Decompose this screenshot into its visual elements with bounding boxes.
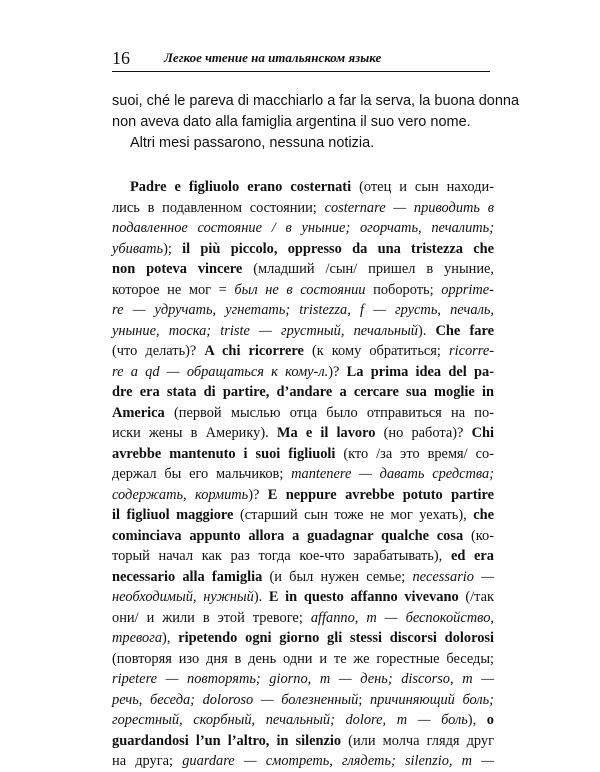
italian-phrase: necessario alla famiglia (112, 568, 263, 585)
commentary-line (112, 300, 494, 321)
italian-phrase: avrebbe mantenuto i suoi figliuoli (112, 445, 336, 462)
italian-line: non aveva dato alla famiglia argentina il suo vero nome. (112, 114, 471, 130)
commentary-line (112, 362, 494, 383)
italian-phrase: cominciava appunto allora a guadagnar qualche cosa (112, 527, 464, 544)
italian-text-block (112, 91, 520, 154)
gloss-text: подавленное состояние / в уныние; огорчать, печалить; (112, 220, 494, 236)
translation-text: (или молча глядя друг (341, 732, 494, 749)
gloss-text: речь, беседа; doloroso — болезненный (112, 691, 359, 708)
commentary-line (112, 259, 494, 280)
translation-text: )? (248, 486, 268, 503)
commentary-line (112, 567, 494, 588)
commentary-line (112, 710, 494, 731)
commentary-line (112, 403, 494, 424)
commentary-line (112, 485, 494, 506)
italian-phrase: il figliuol maggiore (112, 507, 234, 523)
italian-line: suoi, ché le pareva di macchiarlo a far la serva, la buona donna (112, 93, 520, 109)
commentary-line (112, 341, 494, 362)
gloss-text: горестный, скорбный, печальный; dolore, m — боль (112, 712, 468, 728)
italian-phrase: Che fare (435, 322, 494, 339)
translation-text: (что делать)? (112, 343, 205, 359)
commentary-line (112, 382, 494, 403)
translation-text: ; (358, 691, 370, 708)
gloss-text: re — удручать, угнетать; tristezza, f — грусть, печаль, (112, 302, 494, 318)
italian-phrase: Padre e figliuolo erano costernati (130, 179, 352, 195)
italian-phrase: Chi (471, 425, 494, 441)
gloss-text: ricorre- (448, 343, 494, 359)
commentary-line (112, 321, 494, 342)
running-title: Легкое чтение на итальянском языке (164, 50, 382, 65)
translation-text: )? (328, 363, 347, 380)
gloss-text: necessario — (412, 568, 494, 585)
gloss-text: ripetere — повторять; giorno, m — день; discorso, m — (112, 671, 494, 687)
italian-phrase: Ma e il lavoro (276, 425, 376, 441)
translation-text: (кто /за это время/ со- (335, 445, 494, 462)
page-header (112, 44, 490, 70)
commentary-block (112, 177, 494, 772)
translation-text: побороть; (365, 281, 442, 298)
commentary-line (112, 505, 494, 526)
gloss-text: причиняющий боль; (369, 691, 494, 708)
translation-text: (к кому обратиться; (303, 343, 449, 359)
italian-line: Altri mesi passarono, nessuna notizia. (130, 135, 375, 151)
italian-phrase: ripetendo ogni giorno gli stessi discorsi dolorosi (178, 630, 495, 646)
gloss-text: opprime- (441, 281, 494, 298)
gloss-text: mantenere — давать средства; (291, 466, 495, 482)
translation-text: ), (467, 712, 487, 728)
gloss-text: guardare — смотреть, глядеть; silenzio, m — (182, 753, 494, 769)
commentary-line (112, 423, 494, 444)
gloss-text: убивать (112, 240, 164, 257)
commentary-line (112, 444, 494, 465)
italian-phrase: La prima idea del pa- (346, 363, 494, 380)
commentary-line (112, 218, 494, 239)
commentary-line (112, 649, 494, 670)
commentary-line (112, 280, 494, 301)
translation-text: (отец и сын находи- (351, 179, 494, 195)
italian-phrase: non poteva vincere (112, 261, 243, 277)
page-number: 16 (112, 48, 130, 68)
translation-text: (но работа)? (375, 425, 472, 441)
commentary-line (112, 526, 494, 547)
commentary-line (112, 464, 494, 485)
translation-text: (повторяя изо дня в день одни и те же горестные беседы; (112, 650, 494, 667)
commentary-line (112, 587, 494, 608)
commentary-line (112, 198, 494, 219)
gloss-text: тревога (112, 630, 163, 646)
translation-text: (/так (458, 589, 494, 605)
gloss-text: был не в состоянии (234, 281, 366, 298)
header-rule (112, 71, 490, 72)
translation-text: которое не мог = (112, 281, 235, 298)
translation-text: (младший /сын/ пришел в уныние, (242, 261, 495, 277)
commentary-line (112, 751, 494, 772)
italian-phrase: ed era (450, 548, 494, 564)
translation-text: они/ и жили в этой тревоге; (112, 609, 311, 626)
translation-text: лись в подавленном состоянии; (112, 199, 325, 216)
translation-text: (и был нужен семье; (262, 568, 413, 585)
translation-text: ). (253, 589, 269, 605)
gloss-text: содержать, кормить (112, 486, 249, 503)
italian-paragraph (112, 91, 520, 154)
italian-phrase: che (473, 507, 495, 523)
translation-text: (старший сын тоже не мог уехать), (233, 507, 474, 523)
translation-text: (первой мыслью отца было отправиться на по- (164, 404, 494, 421)
gloss-text: costernare — приводить в (324, 199, 494, 216)
commentary-line (112, 239, 494, 260)
italian-phrase: о (486, 712, 494, 728)
italian-phrase: America (112, 404, 165, 421)
gloss-text: уныние, тоска; triste — грустный, печальный (112, 322, 418, 339)
commentary-line (112, 628, 494, 649)
translation-text: ). (417, 322, 436, 339)
italian-phrase: dre era stata di partire, d’andare a cercare sua moglie in (112, 384, 494, 400)
translation-text: торый начал как раз тогда кое-что зарабатывать), (112, 548, 451, 564)
italian-phrase: A chi ricorrere (204, 343, 304, 359)
commentary-line (112, 608, 494, 629)
translation-text: ); (163, 240, 183, 257)
gloss-text: необходимый, нужный (112, 589, 254, 605)
translation-text: держал бы его мальчиков; (112, 466, 292, 482)
gloss-text: re a qd — обращаться к кому-л. (112, 363, 329, 380)
translation-text: на друга; (112, 753, 183, 769)
italian-phrase: E in questo affanno vivevano (268, 589, 459, 605)
commentary-line (112, 546, 494, 567)
translation-text: иски жены в Америку). (112, 425, 277, 441)
commentary-line (112, 669, 494, 690)
commentary-line (112, 731, 494, 752)
italian-phrase: il più piccolo, oppresso da una tristezza che (182, 240, 494, 257)
commentary-line (112, 690, 494, 711)
gloss-text: affanno, m — беспокойство, (310, 609, 494, 626)
italian-phrase: guardandosi l’un l’altro, in silenzio (112, 732, 342, 749)
translation-text: (ко- (463, 527, 494, 544)
italian-phrase: E neppure avrebbe potuto partire (267, 486, 495, 503)
commentary-line (112, 177, 494, 198)
translation-text: ), (162, 630, 179, 646)
